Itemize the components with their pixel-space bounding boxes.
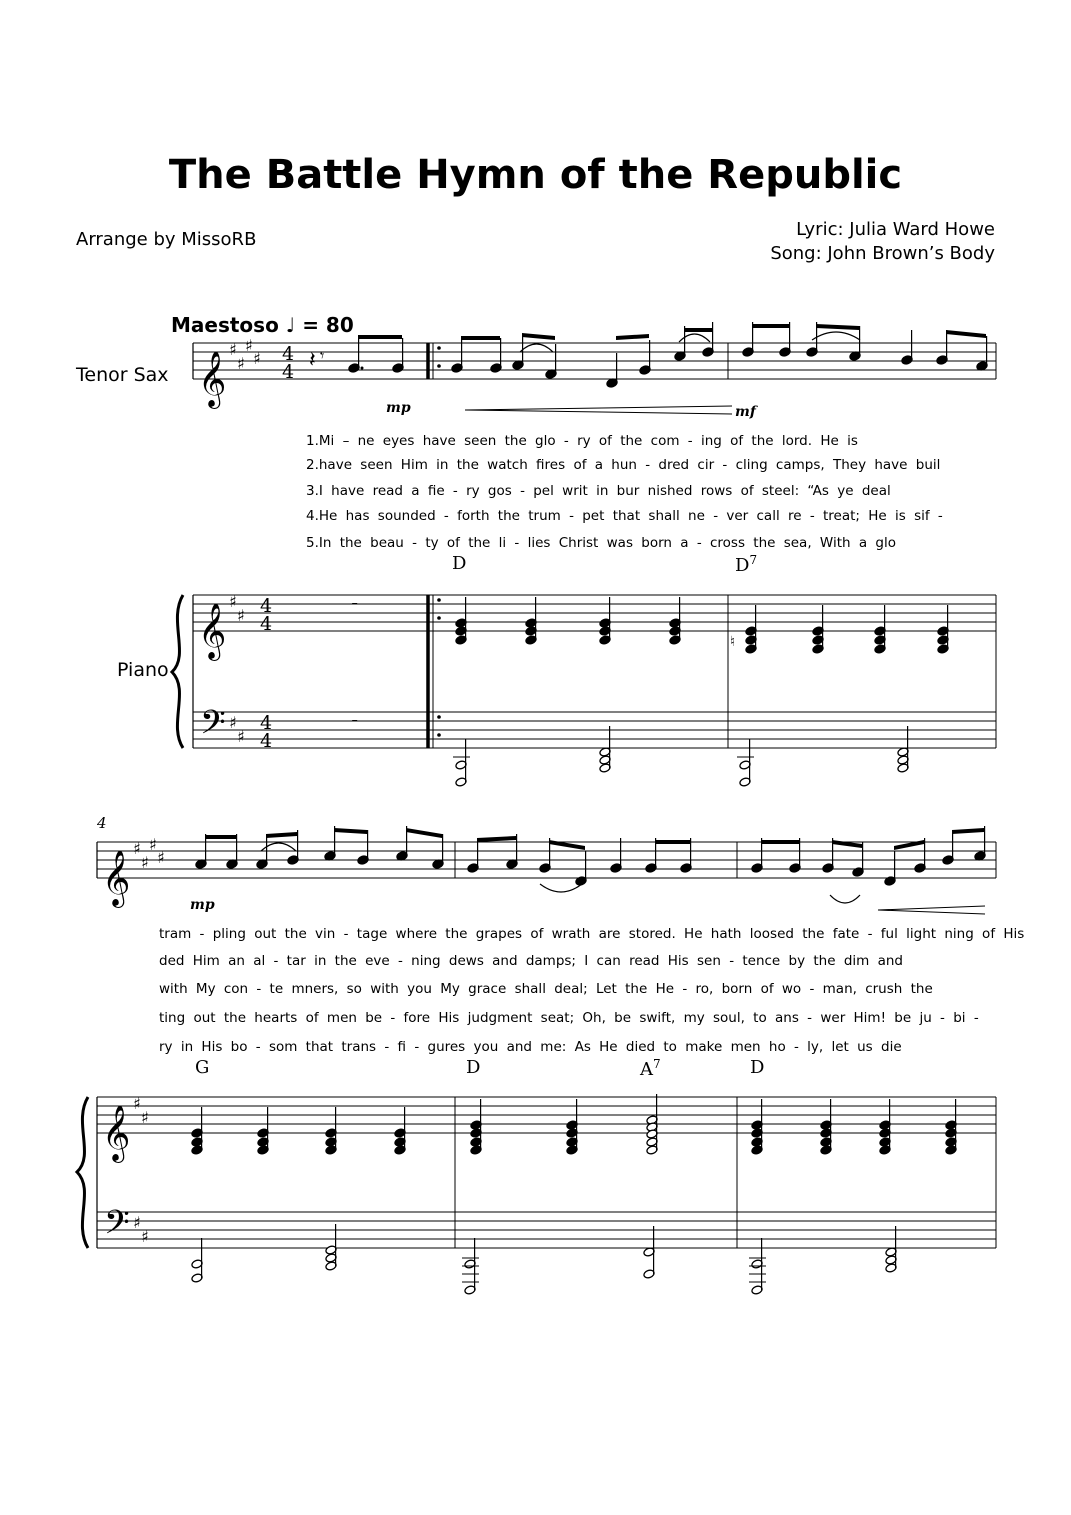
note-beam — [205, 835, 236, 839]
note-beam — [655, 840, 690, 844]
dynamic-marking: mf — [735, 404, 756, 420]
tempo-bpm: = 80 — [302, 313, 354, 337]
whole-rest-icon: 𝄻 — [352, 599, 358, 615]
staff-piano-bass — [97, 1212, 996, 1248]
sharp-icon: ♯ — [237, 606, 245, 625]
sharp-icon: ♯ — [133, 1094, 141, 1113]
chord-symbol: $D^7$ — [735, 553, 758, 576]
chord-symbol: D — [750, 1057, 765, 1078]
note-beam — [477, 836, 516, 842]
chord-symbol: D — [466, 1057, 481, 1078]
instrument-label-piano: Piano — [117, 659, 169, 681]
whole-rest-icon: 𝄻 — [352, 716, 358, 732]
augmentation-dot — [361, 367, 364, 370]
quarter-rest-icon: 𝄽 — [309, 348, 316, 373]
treble-clef-icon: 𝄞 — [102, 1105, 131, 1161]
slur — [812, 332, 860, 340]
repeat-dot — [437, 616, 441, 620]
crescendo-hairpin — [465, 410, 732, 414]
eighth-rest-icon: 𝄾 — [320, 346, 325, 365]
tempo-term: Maestoso — [171, 313, 279, 337]
lyric-line: tram - pling out the vin - tage where the grapes of wrath are stored. He hath loosed the fate - ful light ning of His — [159, 926, 1025, 942]
note-beam — [358, 335, 402, 339]
repeat-dot — [437, 598, 441, 602]
dynamic-marking: mp — [190, 897, 215, 913]
lyric-line: 4.He has sounded - forth the trum - pet that shall ne - ver call re - treat; He is sif - — [306, 508, 943, 524]
sharp-icon: ♯ — [141, 853, 149, 872]
crescendo-hairpin — [465, 406, 732, 410]
repeat-dot — [437, 715, 441, 719]
lyric-line: ting out the hearts of men be - fore His judgment seat; Oh, be swift, my soul, to ans - wer Him! be ju - bi - — [159, 1010, 979, 1026]
dynamic-marking: mp — [386, 400, 411, 416]
note-beam — [761, 840, 799, 844]
crescendo-hairpin — [878, 910, 985, 914]
sharp-icon: ♯ — [149, 835, 157, 854]
staff-piano-bass — [193, 712, 996, 748]
piano-brace — [77, 1097, 88, 1248]
time-signature-denominator: 4 — [260, 730, 273, 752]
note-beam — [406, 828, 442, 838]
sharp-icon: ♯ — [229, 340, 237, 359]
time-signature-numerator: 4 — [260, 712, 273, 734]
sharp-icon: ♯ — [133, 1213, 141, 1232]
time-signature-numerator: 4 — [282, 343, 295, 365]
treble-clef-icon: 𝄞 — [102, 850, 131, 906]
bass-clef-icon: 𝄢 — [200, 704, 226, 750]
slur — [520, 344, 553, 352]
slur — [540, 884, 582, 892]
chord-symbol: D — [452, 553, 467, 574]
note-beam — [461, 336, 500, 340]
note-beam — [832, 840, 862, 848]
sharp-icon: ♯ — [245, 336, 253, 355]
lyric-line: 3.I have read a fie - ry gos - pel writ in bur nished rows of steel: “As ye deal — [306, 483, 891, 499]
note-beam — [946, 330, 986, 338]
sharp-icon: ♯ — [141, 1108, 149, 1127]
repeat-dot — [437, 733, 441, 737]
measure-number: 4 — [97, 814, 107, 832]
repeat-dot — [437, 346, 441, 350]
sharp-icon: ♯ — [133, 839, 141, 858]
time-signature-numerator: 4 — [260, 595, 273, 617]
page-title: The Battle Hymn of the Republic — [168, 152, 903, 198]
sharp-icon: ♯ — [237, 354, 245, 373]
note-beam — [952, 828, 984, 834]
arranger-credit: Arrange by MissoRB — [76, 229, 257, 250]
time-signature-denominator: 4 — [282, 361, 295, 383]
treble-clef-icon: 𝄞 — [198, 351, 227, 407]
sharp-icon: ♯ — [141, 1227, 149, 1246]
treble-clef-icon: 𝄞 — [198, 603, 227, 659]
lyric-line: with My con - te mners, so with you My grace shall deal; Let the He - ro, born of wo - man, crush the — [159, 981, 933, 997]
note-beam — [816, 324, 859, 330]
slur — [679, 334, 710, 342]
slur — [830, 895, 860, 903]
sharp-icon: ♯ — [237, 727, 245, 746]
note-beam — [616, 334, 649, 340]
crescendo-hairpin — [878, 906, 985, 910]
chord-symbol: G — [195, 1057, 210, 1078]
time-signature-denominator: 4 — [260, 613, 273, 635]
quarter-note-icon: ♩ — [285, 313, 296, 337]
sharp-icon: ♯ — [157, 848, 165, 867]
natural-icon: ♮ — [730, 634, 736, 650]
sharp-icon: ♯ — [253, 349, 261, 368]
note-beam — [334, 828, 367, 834]
composer-credit: Song: John Brown’s Body — [770, 243, 995, 264]
staff-piano-treble — [193, 595, 996, 631]
sharp-icon: ♯ — [229, 592, 237, 611]
note-beam — [684, 328, 712, 332]
lyric-line: 2.have seen Him in the watch fires of a hun - dred cir - cling camps, They have buil — [306, 457, 941, 473]
note-beam — [266, 832, 297, 838]
repeat-dot — [437, 364, 441, 368]
bass-clef-icon: 𝄢 — [104, 1204, 130, 1250]
lyric-line: 1.Mi – ne eyes have seen the glo - ry of the com - ing of the lord. He is — [306, 433, 858, 449]
instrument-label-sax: Tenor Sax — [76, 364, 169, 386]
lyric-line: ded Him an al - tar in the eve - ning dews and damps; I can read His sen - tence by the dim and — [159, 953, 903, 969]
lyric-line: ry in His bo - som that trans - fi - gures you and me: As He died to make men ho - ly, let us die — [159, 1039, 902, 1055]
piano-brace — [172, 595, 183, 748]
note-beam — [752, 324, 789, 328]
note-beam — [522, 333, 555, 340]
lyric-line: 5.In the beau - ty of the li - lies Christ was born a - cross the sea, With a glo — [306, 535, 897, 551]
sharp-icon: ♯ — [229, 713, 237, 732]
lyricist-credit: Lyric: Julia Ward Howe — [796, 219, 995, 240]
chord-symbol: $A^7$ — [640, 1057, 661, 1080]
staff-piano-treble — [97, 1097, 996, 1133]
